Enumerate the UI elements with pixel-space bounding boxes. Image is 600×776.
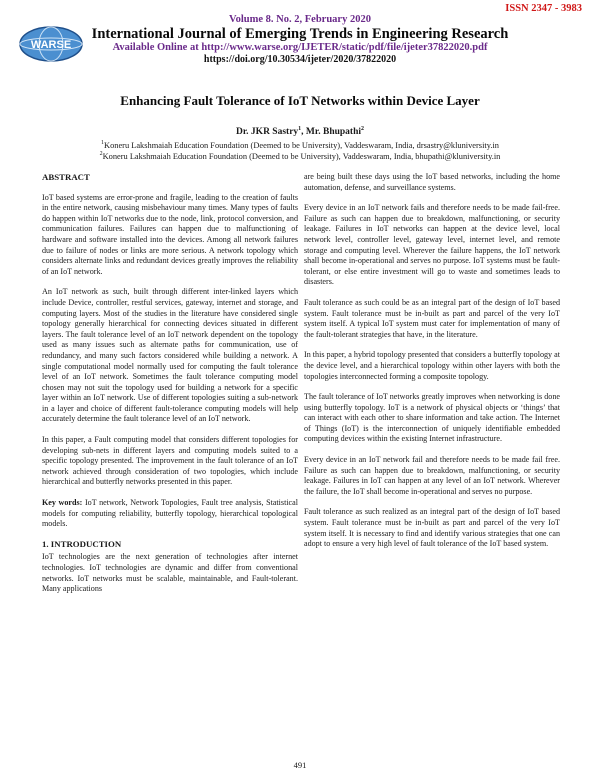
author-2: Mr. Bhupathi: [305, 127, 362, 138]
right-paragraph-2: Every device in an IoT network fails and therefore needs to be made fail-free. Failure as such can happen due to breakdown, malfunctioning, or security leakage. Failures in IoT networks can happen at the device level, local network level, controller level, gateway level, internet level, and remote storage and computing level. Wherever the failure happens, the IoT network shall become in-operational and serves no purpose. IoT systems must be fault-tolerant, or else entire investment will go to waste and sometimes leads to disasters.: [304, 203, 560, 287]
keywords: [42, 498, 298, 530]
journal-name: International Journal of Emerging Trends in Engineering Research: [91, 26, 509, 42]
right-paragraph-7: Fault tolerance as such realized as an integral part of the design of IoT based system. Fault tolerance must be in-built as part and parcel of the very IoT system itself. It is necessary to find and identify various strategies that one can adopt to ensure a very high level of fault tolerance of the IoT based system.: [304, 507, 560, 549]
volume-line: Volume 8. No. 2, February 2020: [229, 14, 371, 25]
paper-title: Enhancing Fault Tolerance of IoT Networks within Device Layer: [120, 93, 480, 108]
abstract-paragraph-3: In this paper, a Fault computing model that considers different topologies for developing sub-nets in different layers and computing models suited to a specific topology presented. The improvement in the fault tolerance of an IoT network achieved through consideration of two topologies, which include hierarchical and butterfly networks presented in this paper.: [42, 435, 298, 487]
right-paragraph-3: Fault tolerance as such could be as an integral part of the design of IoT based system. Fault tolerance must be in-built as part and parcel of the very IoT system itself. A typical IoT system must cater for implementation of many of the fault-tolerant strategies that have, in the literature.: [304, 297, 560, 339]
abstract-paragraph-2: An IoT network as such, built through different inter-linked layers which include Device, controller, restful services, gateway, internet and storage, and computing layers. Most of the studies in the literature have considered single topology generally hierarchical for connecting devices situated in different layers. The fault tolerance level of an IoT network dependent on the topology used as many issues such as alternate paths for communication, use of redundancy, and many such factors considered while building a network. A single computational model normally used for computing the fault tolerance level of an IoT network. Sometimes the fault tolerance computing model chosen may not suit the topology used for building a network for a specific layer within an IoT network. Use of different topologies suiting a sub-network in a layer and choice of different fault-tolerance computing models will help accurately determine the fault tolerance level of an IoT network.: [42, 287, 298, 424]
issn-label: ISSN 2347 - 3983: [505, 3, 582, 14]
author-1-sup: 1: [298, 126, 302, 132]
journal-header: [0, 14, 600, 66]
right-paragraph-6: Every device in an IoT network fail and therefore needs to be made fail free. Failure as such can happen due to breakdown, malfunctioning, or security leakage. Failures in IoT can happen at any level of an IoT network. Wherever the failure, the IoT shall become in-operational and serves no purpose.: [304, 455, 560, 496]
author-1: Dr. JKR Sastry: [235, 127, 299, 138]
affiliation-2-text: Koneru Lakshmaiah Education Foundation (Deemed to be University), Vaddeswaram, India, bhupathi@kluniversity.in: [102, 151, 501, 161]
logo-text: WARSE: [30, 39, 72, 51]
author-2-sup: 2: [361, 126, 365, 132]
right-column: [304, 172, 560, 550]
right-paragraph-5: The fault tolerance of IoT networks greatly improves when networking is done using butterfly topology. IoT is a network of physical objects or ‘things’ that can interact with each other to share information and take action. The Internet of Things (IoT) is the interconnection of uniquely identifiable embedded computing devices within the existing Internet infrastructure.: [304, 392, 560, 444]
introduction-paragraph-1: IoT technologies are the next generation of technologies after internet technologies. IoT technologies are dynamic and differ from conventional networks. IoT networks must be scalable, maintainable, and Fault-tolerant. Many applications: [42, 552, 298, 594]
affiliation-2: [0, 149, 600, 162]
page-number: 491: [293, 760, 307, 770]
doi-link[interactable]: https://doi.org/10.30534/ijeter/2020/37822020: [203, 54, 397, 65]
author-separator: ,: [301, 127, 306, 138]
left-column: [42, 172, 298, 595]
authors-line: [0, 126, 600, 137]
right-paragraph-1: are being built these days using the IoT based networks, including the home automation, defense, and surveillance systems.: [304, 172, 560, 192]
keywords-label: Key words:: [42, 498, 83, 508]
abstract-paragraph-1: IoT based systems are error-prone and fragile, leading to the creation of faults in the entire network, causing misbehaviour many times. Many types of faults do happen within IoT networks due to the node, link, protocol conversion, and communication failures. Failures can happen due to malfunctioning of hardware and software installed into the devices. Among all network failures due to failure of nodes or links are more serious. A network topology which considers alternate links and redundant devices greatly improves the reliability of an IoT network.: [42, 192, 298, 276]
introduction-heading: 1. INTRODUCTION: [42, 538, 122, 549]
online-link[interactable]: Available Online at http://www.warse.org/IJETER/static/pdf/file/ijeter37822020.pdf: [112, 42, 488, 53]
affiliation-1-text: Koneru Lakshmaiah Education Foundation (Deemed to be University), Vaddeswaram, India, drsastry@kluniversity.in: [104, 140, 499, 150]
right-paragraph-4: In this paper, a hybrid topology presented that considers a butterfly topology at the device level, and a hierarchical topology within other layers with both the topologies interconnected forming a composite topology.: [304, 350, 560, 381]
affiliation-2-sup: 2: [99, 151, 103, 157]
affiliation-1-sup: 1: [101, 140, 105, 146]
keywords-text: IoT network, Network Topologies, Fault tree analysis, Statistical models for computing reliability, butterfly topology, hierarchical topological models.: [42, 498, 298, 529]
abstract-heading: ABSTRACT: [42, 172, 90, 182]
